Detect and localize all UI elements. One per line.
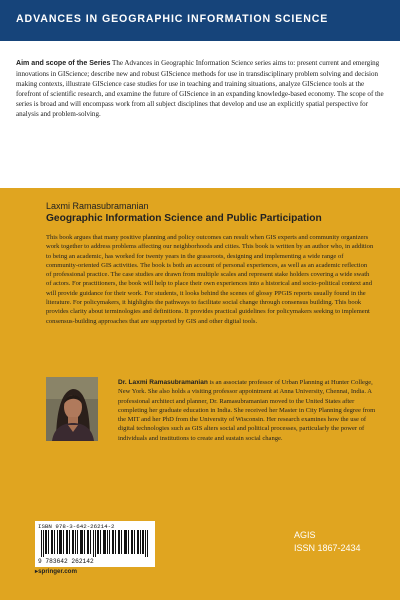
publisher-url[interactable]: ▸springer.com [35,568,77,575]
author-photo [46,377,98,441]
series-title: ADVANCES IN GEOGRAPHIC INFORMATION SCIENCE [16,13,329,25]
author-portrait-icon [46,377,98,441]
book-description: This book argues that many positive planning and policy outcomes can result when GIS experts and community organizers work together to address problems affecting our neighborhoods and cities. This book is written by an author who, in addition to being an academic, has worked for twenty years in the grassroots, designing and implementing a wide range of community-oriented GIS activities. The book is both an account of personal experiences, as well as an academic reflection of professional practice. The case studies are drawn from multiple scales and represent stake holders covering a wide swath of actors. For practitioners, the book will help to place their own experiences into a historical and socio-political context and will provide guidance for their work. For students, it looks behind the scenes of glossy PPGIS reports usually found in the literature. For policymakers, it highlights the pathways to facilitate social change through consensus building. This book provides clarity about terminologies and definitions. It provides practical guidelines for policymakers seeking to implement consensus-building approaches that are supported by GIS and other digital tools. [46,234,374,325]
barcode-digits: 9 783642 262142 [38,558,94,565]
book-author: Laxmi Ramasubramanian [46,201,149,211]
scope-panel [0,41,400,188]
series-name: AGIS [294,530,316,540]
scope-text [16,58,384,119]
barcode-icon [41,530,149,557]
bio-name: Dr. Laxmi Ramasubramanian [118,379,208,386]
bio-text: is an associate professor of Urban Planning at Hunter College, New York. She also holds a visiting professor appointment at Anna University, Chennai, India. A professional architect and planner, Dr. Ramasubramanian moved to the United States after completing her graduate education in India. She received her Master in City Planning degree from the MIT and her PhD from the University of Wisconsin. Her research examines how the use of digital technologies such as GIS alters social and political processes, particularly the power of individuals and institutions to create and sustain social change. [118,379,376,442]
scope-heading: Aim and scope of the Series [16,60,111,67]
series-band [0,0,400,41]
publisher-url-text: springer.com [38,568,77,575]
book-title: Geographic Information Science and Public Participation [46,213,322,224]
isbn-label: ISBN 978-3-642-26214-2 [38,523,115,530]
isbn-barcode-box [35,521,155,567]
series-issn: ISSN 1867-2434 [294,543,361,553]
scope-body: The Advances in Geographic Information Science series aims to: present current and emerging innovations in GIScience; describe new and robust GIScience methods for use in transdisciplinary problem solving and decision making contexts, illustrate GIScience case studies for use in teaching and training situations, analyze GIScience tools at the forefront of scientific research, and examine the future of GIScience in an expanding knowledge-based economy. The scope of the series is broad and will encompass work from all subject disciplines that develop and use an explicitly spatial perspective for analysis and problem-solving. [16,59,384,118]
author-bio [118,378,382,443]
